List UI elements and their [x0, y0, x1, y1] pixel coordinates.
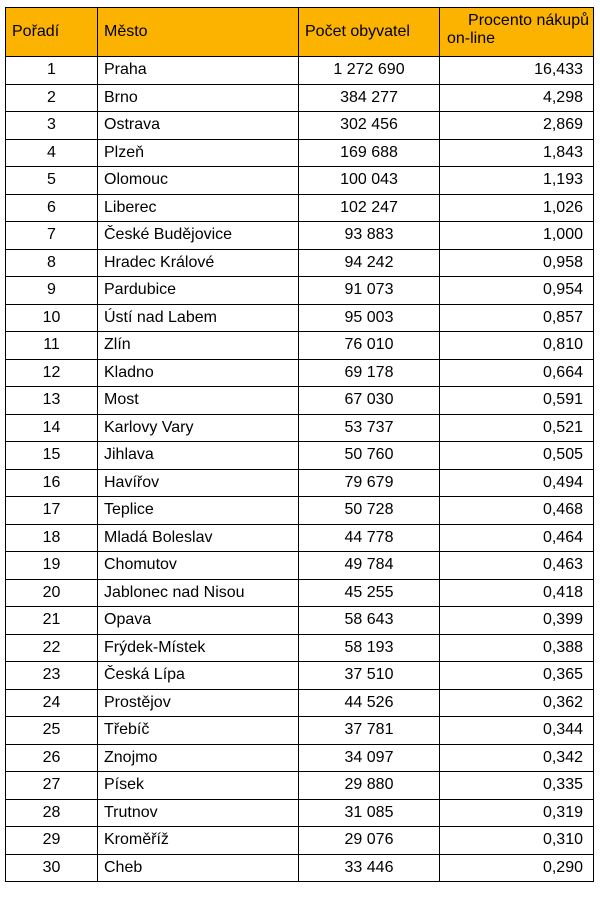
- cell-population: 58 643: [299, 607, 440, 635]
- cell-percent: 4,298: [440, 84, 594, 112]
- table-row: [6, 57, 594, 85]
- cell-city: Olomouc: [98, 167, 299, 195]
- cell-percent: 0,319: [440, 799, 594, 827]
- cell-city: Chomutov: [98, 552, 299, 580]
- cell-percent: 0,399: [440, 607, 594, 635]
- cell-rank: 25: [6, 717, 98, 745]
- cell-city: Jablonec nad Nisou: [98, 579, 299, 607]
- cell-rank: 30: [6, 854, 98, 882]
- table-row: [6, 249, 594, 277]
- cell-percent: 0,505: [440, 442, 594, 470]
- header-percent-line1: Procento nákupů: [468, 12, 589, 29]
- cell-percent: 0,521: [440, 414, 594, 442]
- cell-city: Česká Lípa: [98, 662, 299, 690]
- cell-population: 44 526: [299, 689, 440, 717]
- cell-city: Hradec Králové: [98, 249, 299, 277]
- table-body: [6, 57, 594, 882]
- cell-population: 37 510: [299, 662, 440, 690]
- header-city: Město: [98, 8, 299, 57]
- cell-percent: 0,418: [440, 579, 594, 607]
- cell-population: 37 781: [299, 717, 440, 745]
- cell-population: 29 076: [299, 827, 440, 855]
- cell-city: Ústí nad Labem: [98, 304, 299, 332]
- cell-city: Pardubice: [98, 277, 299, 305]
- cell-rank: 28: [6, 799, 98, 827]
- cell-city: Písek: [98, 772, 299, 800]
- cell-city: Teplice: [98, 497, 299, 525]
- cell-city: Třebíč: [98, 717, 299, 745]
- cell-rank: 12: [6, 359, 98, 387]
- cell-population: 302 456: [299, 112, 440, 140]
- cell-rank: 23: [6, 662, 98, 690]
- cell-rank: 4: [6, 139, 98, 167]
- city-table-container: [5, 7, 594, 882]
- cell-percent: 0,468: [440, 497, 594, 525]
- cell-rank: 20: [6, 579, 98, 607]
- cell-population: 1 272 690: [299, 57, 440, 85]
- table-row: [6, 634, 594, 662]
- cell-population: 50 728: [299, 497, 440, 525]
- cell-population: 100 043: [299, 167, 440, 195]
- table-row: [6, 854, 594, 882]
- cell-population: 67 030: [299, 387, 440, 415]
- cell-city: Brno: [98, 84, 299, 112]
- table-row: [6, 359, 594, 387]
- cell-population: 76 010: [299, 332, 440, 360]
- cell-rank: 11: [6, 332, 98, 360]
- cell-rank: 14: [6, 414, 98, 442]
- cell-city: Most: [98, 387, 299, 415]
- header-population: Počet obyvatel: [299, 8, 440, 57]
- cell-city: Cheb: [98, 854, 299, 882]
- table-row: [6, 827, 594, 855]
- table-row: [6, 442, 594, 470]
- cell-percent: 0,463: [440, 552, 594, 580]
- cell-population: 58 193: [299, 634, 440, 662]
- cell-rank: 3: [6, 112, 98, 140]
- cell-population: 34 097: [299, 744, 440, 772]
- cell-percent: 2,869: [440, 112, 594, 140]
- cell-population: 91 073: [299, 277, 440, 305]
- table-row: [6, 689, 594, 717]
- cell-population: 29 880: [299, 772, 440, 800]
- cell-percent: 0,344: [440, 717, 594, 745]
- cell-rank: 17: [6, 497, 98, 525]
- cell-population: 79 679: [299, 469, 440, 497]
- table-row: [6, 139, 594, 167]
- cell-rank: 16: [6, 469, 98, 497]
- cell-city: Havířov: [98, 469, 299, 497]
- cell-city: Plzeň: [98, 139, 299, 167]
- table-row: [6, 112, 594, 140]
- header-rank: Pořadí: [6, 8, 98, 57]
- cell-city: Karlovy Vary: [98, 414, 299, 442]
- header-percent-line2: on-line: [447, 30, 496, 47]
- cell-population: 169 688: [299, 139, 440, 167]
- cell-rank: 7: [6, 222, 98, 250]
- cell-city: Frýdek-Místek: [98, 634, 299, 662]
- table-row: [6, 387, 594, 415]
- cell-city: Zlín: [98, 332, 299, 360]
- table-row: [6, 222, 594, 250]
- cell-city: Trutnov: [98, 799, 299, 827]
- cell-city: Mladá Boleslav: [98, 524, 299, 552]
- cell-city: Liberec: [98, 194, 299, 222]
- cell-rank: 5: [6, 167, 98, 195]
- table-row: [6, 744, 594, 772]
- cell-population: 33 446: [299, 854, 440, 882]
- cell-percent: 0,494: [440, 469, 594, 497]
- cell-population: 53 737: [299, 414, 440, 442]
- cell-population: 69 178: [299, 359, 440, 387]
- cell-population: 49 784: [299, 552, 440, 580]
- table-row: [6, 662, 594, 690]
- cell-percent: 0,958: [440, 249, 594, 277]
- table-row: [6, 552, 594, 580]
- cell-percent: 0,810: [440, 332, 594, 360]
- cell-city: Ostrava: [98, 112, 299, 140]
- cell-population: 94 242: [299, 249, 440, 277]
- city-online-shopping-table: [5, 7, 594, 882]
- table-row: [6, 579, 594, 607]
- table-row: [6, 304, 594, 332]
- cell-percent: 0,857: [440, 304, 594, 332]
- cell-rank: 8: [6, 249, 98, 277]
- cell-population: 50 760: [299, 442, 440, 470]
- cell-percent: 0,365: [440, 662, 594, 690]
- cell-city: Kroměříž: [98, 827, 299, 855]
- cell-percent: 0,464: [440, 524, 594, 552]
- cell-rank: 22: [6, 634, 98, 662]
- table-row: [6, 332, 594, 360]
- table-header: [6, 8, 594, 57]
- cell-population: 95 003: [299, 304, 440, 332]
- cell-rank: 21: [6, 607, 98, 635]
- table-row: [6, 772, 594, 800]
- cell-population: 31 085: [299, 799, 440, 827]
- cell-population: 384 277: [299, 84, 440, 112]
- cell-population: 93 883: [299, 222, 440, 250]
- cell-percent: 0,342: [440, 744, 594, 772]
- cell-rank: 19: [6, 552, 98, 580]
- cell-city: Kladno: [98, 359, 299, 387]
- table-row: [6, 524, 594, 552]
- table-row: [6, 414, 594, 442]
- cell-city: Jihlava: [98, 442, 299, 470]
- cell-rank: 2: [6, 84, 98, 112]
- cell-percent: 1,193: [440, 167, 594, 195]
- table-row: [6, 277, 594, 305]
- cell-rank: 24: [6, 689, 98, 717]
- cell-population: 102 247: [299, 194, 440, 222]
- header-row: [6, 8, 594, 57]
- table-row: [6, 469, 594, 497]
- cell-rank: 1: [6, 57, 98, 85]
- cell-rank: 29: [6, 827, 98, 855]
- cell-population: 44 778: [299, 524, 440, 552]
- table-row: [6, 167, 594, 195]
- table-row: [6, 84, 594, 112]
- cell-city: České Budějovice: [98, 222, 299, 250]
- table-row: [6, 194, 594, 222]
- cell-rank: 13: [6, 387, 98, 415]
- cell-percent: 1,843: [440, 139, 594, 167]
- table-row: [6, 717, 594, 745]
- cell-percent: 1,000: [440, 222, 594, 250]
- cell-rank: 26: [6, 744, 98, 772]
- cell-population: 45 255: [299, 579, 440, 607]
- cell-percent: 0,290: [440, 854, 594, 882]
- cell-city: Opava: [98, 607, 299, 635]
- header-percent: [440, 8, 594, 57]
- cell-percent: 0,310: [440, 827, 594, 855]
- cell-percent: 0,388: [440, 634, 594, 662]
- cell-rank: 9: [6, 277, 98, 305]
- cell-percent: 0,954: [440, 277, 594, 305]
- cell-city: Prostějov: [98, 689, 299, 717]
- table-row: [6, 799, 594, 827]
- table-row: [6, 607, 594, 635]
- cell-rank: 18: [6, 524, 98, 552]
- cell-city: Znojmo: [98, 744, 299, 772]
- cell-percent: 16,433: [440, 57, 594, 85]
- cell-rank: 15: [6, 442, 98, 470]
- cell-percent: 0,362: [440, 689, 594, 717]
- cell-rank: 10: [6, 304, 98, 332]
- cell-rank: 6: [6, 194, 98, 222]
- cell-percent: 0,335: [440, 772, 594, 800]
- cell-percent: 0,664: [440, 359, 594, 387]
- table-row: [6, 497, 594, 525]
- cell-city: Praha: [98, 57, 299, 85]
- cell-percent: 1,026: [440, 194, 594, 222]
- cell-rank: 27: [6, 772, 98, 800]
- cell-percent: 0,591: [440, 387, 594, 415]
